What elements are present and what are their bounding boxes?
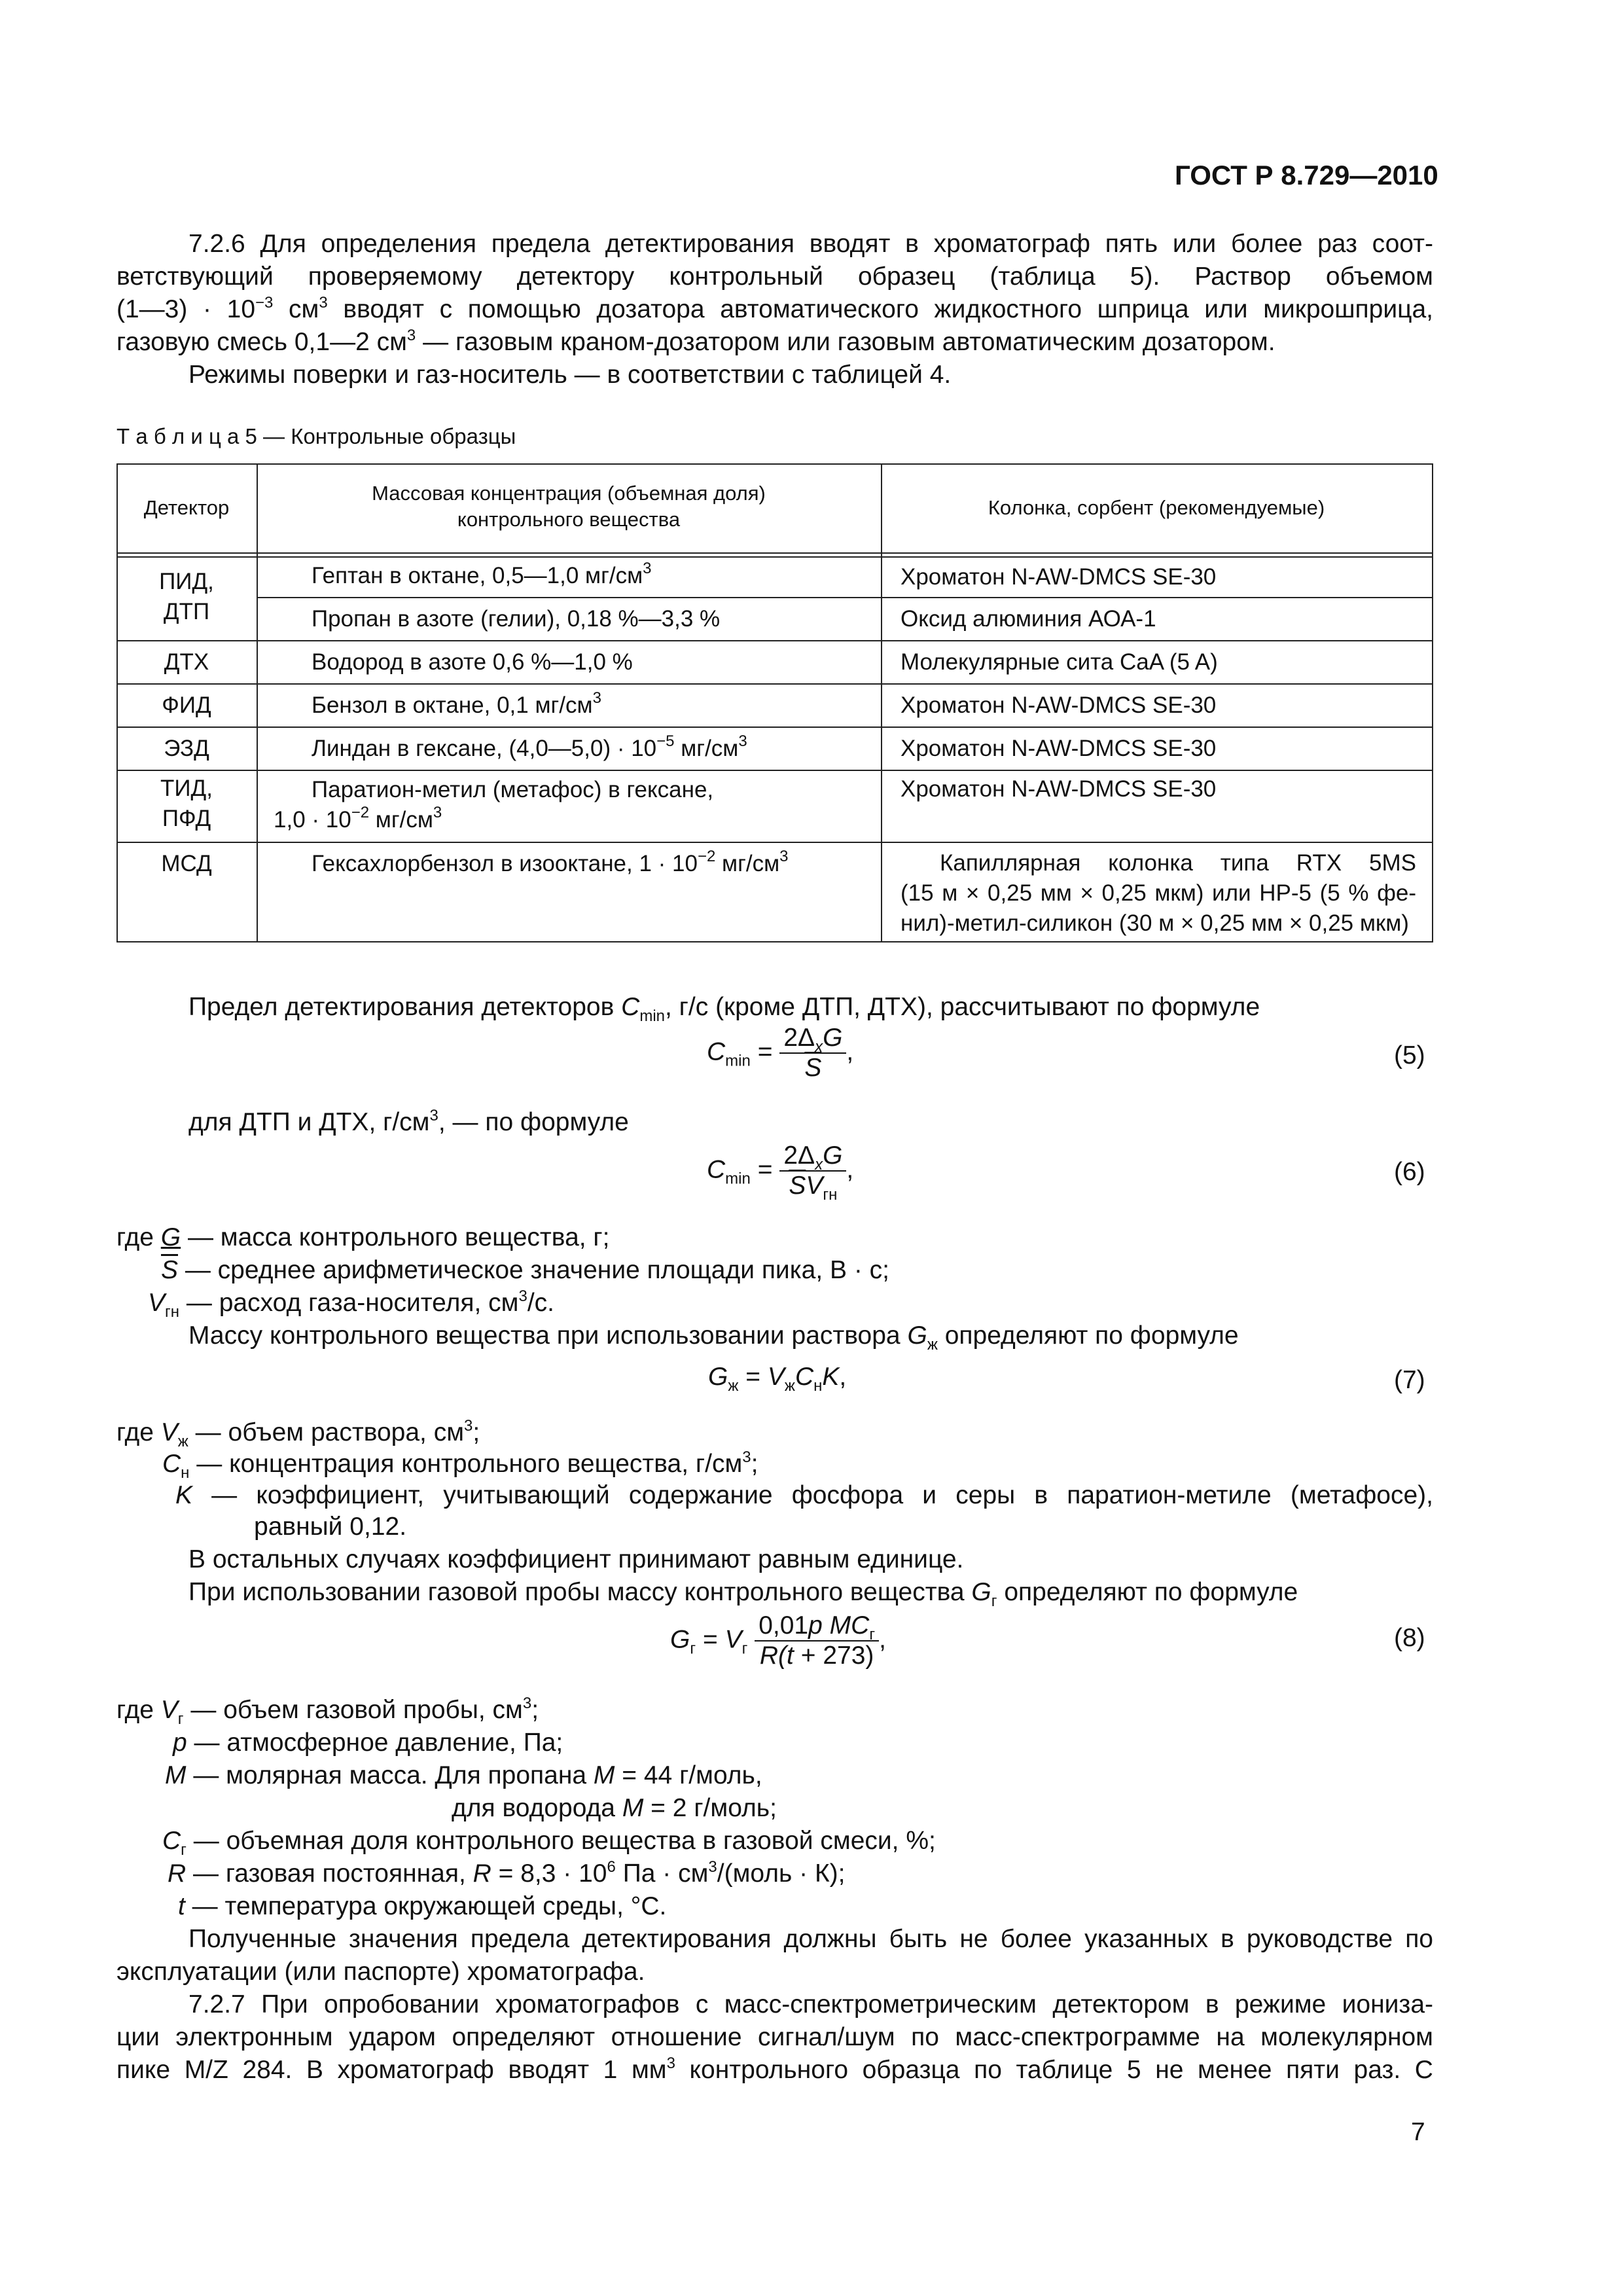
cell-concentration: Пропан в азоте (гелии), 0,18 %—3,3 %	[312, 606, 721, 632]
definition: $V_{гн}$ — расход газа-носителя, $см^3/с$.	[148, 1287, 554, 1321]
cell-detector: ЭЗД	[164, 736, 209, 761]
cell-concentration: Линдан в гексане, (4,0—5,0) · $10^{-5}$ $мг/см^3$	[312, 732, 747, 761]
formula-number: (8)	[1394, 1624, 1425, 1652]
table-border	[257, 463, 258, 942]
formula-5: $C_{min}$ = $2\Delta_xG$ $\overline{S}$ ,	[707, 1024, 854, 1082]
table-5	[116, 463, 1433, 942]
table-border	[116, 770, 1433, 771]
cell-concentration: Водород в азоте 0,6 %—1,0 %	[312, 649, 633, 675]
formula-number: (6)	[1394, 1158, 1425, 1186]
formula-number: (5)	[1394, 1041, 1425, 1069]
paragraph-line: 7.2.6 Для определения предела детектирования вводят в хроматограф пять или более раз соот-	[188, 230, 1433, 258]
definition: где $V_ж$ — объем раствора, $см^3$;	[116, 1417, 480, 1450]
definition: где $V_г$ — объем газовой пробы, $см^3$;	[116, 1695, 539, 1728]
cell-concentration: Гептан в октане, 0,5—1,0 $мг/см^3$	[312, 560, 652, 588]
table-border	[116, 640, 1433, 641]
definition: для водорода M = 2 г/моль;	[452, 1794, 777, 1822]
header-detector: Детектор	[143, 496, 230, 519]
cell-column: Оксид алюминия АОА-1	[901, 606, 1156, 632]
table-border	[116, 726, 1433, 728]
definition: M — молярная масса. Для пропана M = 44 г/моль,	[165, 1761, 762, 1789]
cell-detector: ПИД, ДТП	[159, 569, 214, 624]
definition: p — атмосферное давление, Па;	[173, 1729, 563, 1757]
table-border	[116, 552, 1433, 554]
paragraph-line: (1—3) · $10^{-3}$ $см^3$ вводят с помощью дозатора автоматического жидкостного шприца или микрошприца,	[116, 294, 1433, 323]
table-border	[116, 556, 1433, 558]
formula-intro: для ДТП и ДТХ, $г/см^3$, — по формуле	[188, 1107, 629, 1136]
definition: R — газовая постоянная, $R = 8,3 \cdot 10^6$ Па · $см^3/(моль \cdot К)$;	[168, 1858, 846, 1888]
table-border	[1432, 463, 1433, 942]
cell-detector: ДТХ	[164, 649, 209, 675]
cell-column: Хроматон N-AW-DMCS SE-30	[901, 736, 1217, 761]
formula-number: (7)	[1394, 1366, 1425, 1394]
cell-column: Молекулярные сита CaA (5 A)	[901, 649, 1218, 675]
page-number: 7	[1411, 2118, 1425, 2146]
cell-concentration: Гексахлорбензол в изооктане, $1 \cdot 10^{-2}$ $мг/см^3$	[312, 848, 789, 876]
paragraph-line: 7.2.7 При опробовании хроматографов с масс-спектрометрическим детектором в режиме иониза-	[188, 1990, 1433, 2018]
table-border	[881, 463, 882, 942]
cell-column: Хроматон N-AW-DMCS SE-30	[901, 692, 1217, 718]
formula-intro: Массу контрольного вещества при использовании раствора $G_ж$ определяют по формуле	[188, 1321, 1239, 1354]
paragraph-line: Режимы поверки и газ-носитель — в соответствии с таблицей 4.	[188, 361, 952, 389]
cell-concentration: Паратион-метил (метафос) в гексане, $1,0 \cdot 10^{-2}$ $мг/см^3$	[274, 777, 714, 833]
paragraph-line: ветствующий проверяемому детектору контрольный образец (таблица 5). Раствор объемом	[116, 262, 1433, 291]
formula-6: $C_{min}$ = $2\Delta_xG$ $\overline{S}V_{гн}$ ,	[707, 1141, 854, 1204]
formula-intro: Предел детектирования детекторов $C_{min}$, г/с (кроме ДТП, ДТХ), рассчитывают по формуле	[188, 993, 1260, 1025]
cell-column: Хроматон N-AW-DMCS SE-30	[901, 564, 1217, 590]
definition: где G — масса контрольного вещества, г;	[116, 1223, 610, 1251]
definition: равный 0,12.	[254, 1513, 407, 1541]
paragraph-line: пике M/Z 284. В хроматограф вводят 1 $мм^3$ контрольного образца по таблице 5 не менее пяти раз. С	[116, 2054, 1433, 2084]
paragraph-line: эксплуатации (или паспорте) хроматографа.	[116, 1958, 645, 1986]
definition: $C_г$ — объемная доля контрольного вещества в газовой смеси, %;	[162, 1827, 936, 1859]
table-border	[116, 683, 1433, 685]
cell-detector: МСД	[161, 851, 212, 876]
definition: $C_н$ — концентрация контрольного вещества, $г/см^3$;	[162, 1448, 758, 1482]
table-border	[116, 941, 1433, 942]
cell-concentration: Бензол в октане, 0,1 $мг/см^3$	[312, 689, 601, 718]
paragraph-line: газовую смесь 0,1—2 $см^3$ — газовым краном-дозатором или газовым автоматическим дозатором.	[116, 327, 1275, 356]
formula-8: $G_г = V_г$ 0,01p $MC_г$ R(t + 273) ,	[670, 1611, 886, 1670]
header-column: Колонка, сорбент (рекомендуемые)	[988, 496, 1325, 519]
table-border	[116, 463, 1433, 465]
formula-7: $G_ж = V_жC_нK$,	[708, 1363, 847, 1395]
formula-intro: При использовании газовой пробы массу контрольного вещества $G_г$ определяют по формуле	[188, 1578, 1298, 1610]
paragraph-line: ции электронным ударом определяют отношение сигнал/шум по масс-спектрограмме на молекулярном	[116, 2023, 1433, 2051]
cell-column: Капиллярная колонка типа RTX 5MS (15 м × 0,25 мм × 0,25 мкм) или HP-5 (5 % фе- нил)-метил-силикон (30 м × 0,25 мм × 0,25 мкм)	[901, 850, 1416, 936]
table-caption: Т а б л и ц а 5 — Контрольные образцы	[116, 424, 516, 448]
document-header: ГОСТ Р 8.729—2010	[1175, 160, 1438, 190]
header-concentration: Массовая концентрация (объемная доля) контрольного вещества	[372, 482, 766, 531]
paragraph-line: Полученные значения предела детектирования должны быть не более указанных в руководстве по	[188, 1925, 1433, 1953]
table-border	[257, 597, 1433, 598]
cell-column: Хроматон N-AW-DMCS SE-30	[901, 776, 1217, 802]
cell-detector: ТИД, ПФД	[160, 776, 213, 831]
paragraph-line: В остальных случаях коэффициент принимают равным единице.	[188, 1545, 964, 1573]
definition: t — температура окружающей среды, °С.	[178, 1892, 667, 1920]
definition: K — коэффициент, учитывающий содержание фосфора и серы в паратион-метиле (метафосе),	[175, 1481, 1433, 1509]
definition: $\overline{S}$ — среднее арифметическое значение площади пика, В · с;	[161, 1256, 890, 1284]
cell-detector: ФИД	[162, 692, 211, 718]
table-border	[116, 842, 1433, 843]
